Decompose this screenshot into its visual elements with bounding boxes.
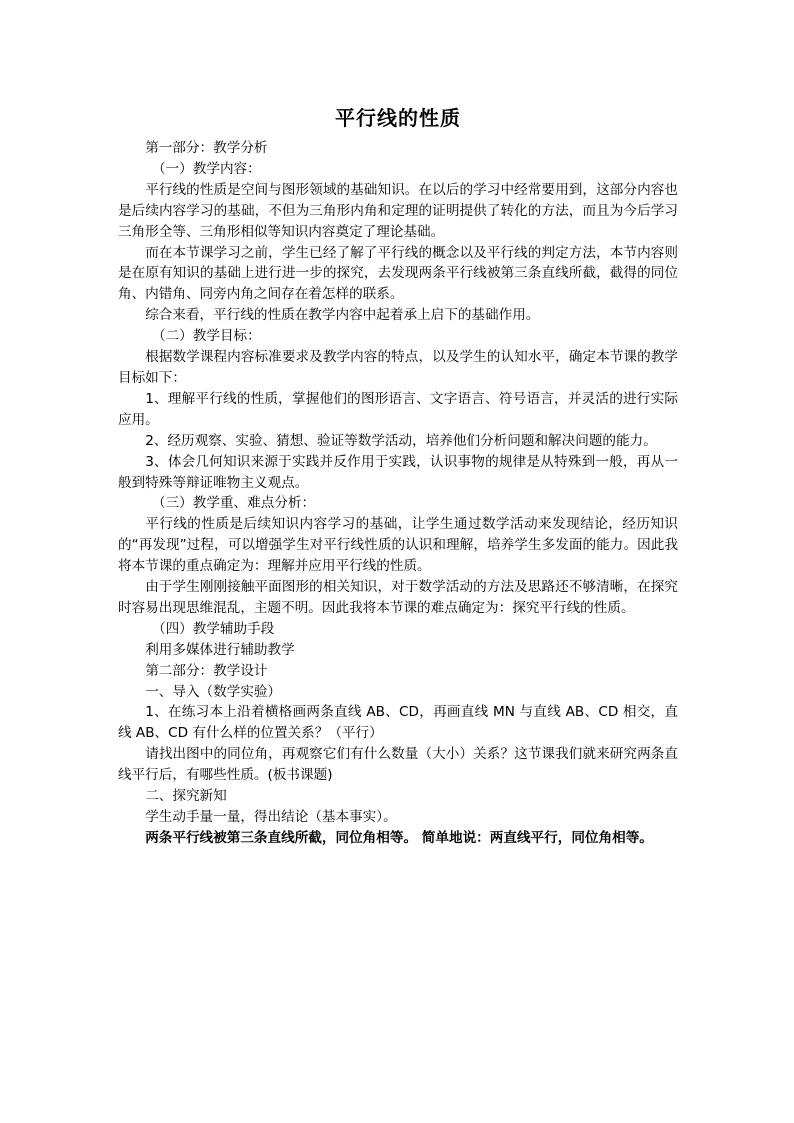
subheading-content: （一）教学内容： [152, 160, 261, 177]
subheading-explore: 二、探究新知 [145, 788, 227, 805]
paragraph: 平行线的性质是后续知识内容学习的基础，让学生通过数学活动来发现结论，经历知识的“再发现”过程，可以增强学生对平行线性质的认识和理解，培养学生多发面的能力。因此我将本节课的重点确定为：理解并应用平行线的性质。 [118, 516, 678, 575]
subheading-teaching-aids: （四）教学辅助手段 [152, 620, 275, 637]
document-page [118, 100, 678, 849]
paragraph: 根据数学课程内容标准要求及教学内容的特点，以及学生的认知水平，确定本节课的教学目标如下： [118, 349, 678, 386]
theorem-statement: 两条平行线被第三条直线所截，同位角相等。 简单地说：两直线平行，同位角相等。 [145, 829, 653, 846]
paragraph: 而在本节课学习之前，学生已经了解了平行线的概念以及平行线的判定方法，本节内容则是在原有知识的基础上进行进一步的探究，去发现两条平行线被第三条直线所截，截得的同位角、内错角、同旁内角之间存在着怎样的联系。 [118, 244, 678, 303]
section-heading-part2: 第二部分：教学设计 [145, 662, 268, 679]
list-item: 1、理解平行线的性质，掌握他们的图形语言、文字语言、符号语言，并灵活的进行实际应用。 [118, 390, 678, 428]
document-title: 平行线的性质 [335, 106, 461, 130]
paragraph: 综合来看，平行线的性质在教学内容中起着承上启下的基础作用。 [145, 307, 540, 324]
paragraph: 学生动手量一量，得出结论（基本事实）。 [145, 809, 397, 825]
subheading-objectives: （二）教学目标： [152, 328, 261, 345]
list-item: 1、在练习本上沿着横格画两条直线 AB、CD，再画直线 MN 与直线 AB、CD 相交，直线 AB、CD 有什么样的位置关系？（平行） [118, 704, 678, 742]
section-heading-part1: 第一部分：教学分析 [145, 140, 268, 156]
paragraph: 请找出图中的同位角，再观察它们有什么数量（大小）关系？这节课我们就来研究两条直线平行后，有哪些性质。(板书课题) [118, 746, 678, 784]
list-item: 3、体会几何知识来源于实践并反作用于实践，认识事物的规律是从特殊到一般，再从一般到特殊等辩证唯物主义观点。 [118, 453, 678, 491]
subheading-key-points: （三）教学重、难点分析： [152, 495, 316, 512]
paragraph: 利用多媒体进行辅助教学 [145, 641, 295, 658]
subheading-introduction: 一、导入（数学实验） [145, 683, 282, 700]
list-item: 2、经历观察、实验、猜想、验证等数学活动，培养他们分析问题和解决问题的能力。 [145, 432, 657, 449]
paragraph: 由于学生刚刚接触平面图形的相关知识，对于数学活动的方法及思路还不够清晰，在探究时容易出现思维混乱，主题不明。因此我将本节课的难点确定为：探究平行线的性质。 [118, 579, 678, 616]
paragraph: 平行线的性质是空间与图形领域的基础知识。在以后的学习中经常要用到，这部分内容也是后续内容学习的基础，不但为三角形内角和定理的证明提供了转化的方法，而且为今后学习三角形全等、三角形相似等知识内容奠定了理论基础。 [118, 181, 678, 240]
